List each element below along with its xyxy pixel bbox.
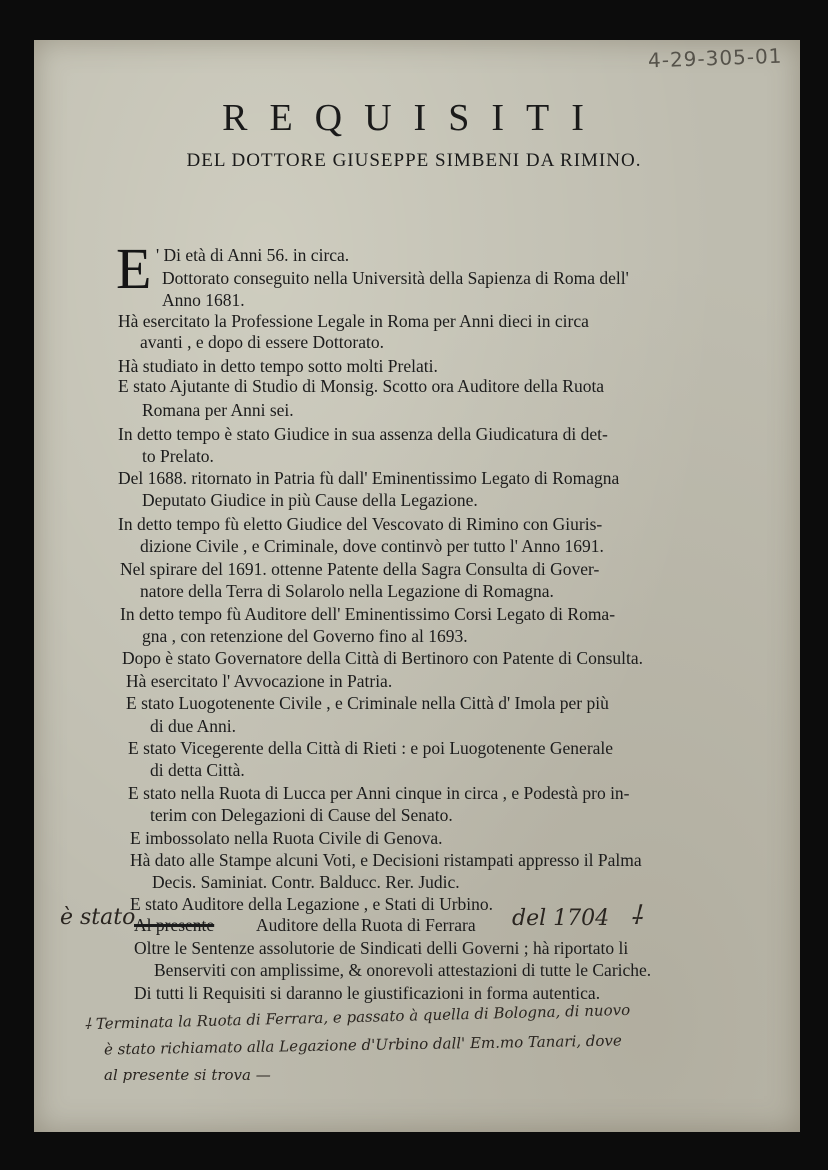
struck-text: Al presente: [134, 915, 215, 935]
text-line: di detta Città.: [150, 760, 245, 780]
text-line: E stato nella Ruota di Lucca per Anni cinque in circa , e Podestà pro in-: [128, 783, 630, 803]
text-line: In detto tempo è stato Giudice in sua assenza della Giudicatura di det-: [118, 424, 608, 444]
text-line: Oltre le Sentenze assolutorie de Sindicati delli Governi ; hà riportato li: [134, 938, 629, 958]
text-line: E stato Ajutante di Studio di Monsig. Scotto ora Auditore della Ruota: [118, 376, 605, 396]
text-line: Hà esercitato l' Avvocazione in Patria.: [126, 671, 393, 691]
text-line: E imbossolato nella Ruota Civile di Genova.: [130, 828, 443, 848]
text-line: In detto tempo fù Auditore dell' Eminentissimo Corsi Legato di Roma-: [120, 604, 616, 624]
text-line: Hà studiato in detto tempo sotto molti Prelati.: [118, 356, 438, 376]
handwritten-margin-note: è stato: [60, 905, 136, 930]
text-line: to Prelato.: [142, 446, 214, 466]
document-title: REQUISITI: [222, 97, 606, 139]
catalog-number: 4-29-305-01: [647, 43, 783, 73]
text-line: terim con Delegazioni di Cause del Senato.: [150, 805, 453, 825]
handwritten-footnote-line: è stato richiamato alla Legazione d'Urbino dall' Em.mo Tanari, dove: [103, 1031, 622, 1059]
text-line: Anno 1681.: [162, 290, 245, 310]
text-line: Di tutti li Requisiti si daranno le giustificazioni in forma autentica.: [134, 983, 601, 1003]
drop-cap: E: [116, 236, 152, 301]
handwritten-footnote-line: ⸸ Terminata la Ruota di Ferrara, e passato à quella di Bologna, di nuovo: [83, 1000, 631, 1034]
text-line: Hà esercitato la Professione Legale in Roma per Anni dieci in circa: [118, 311, 589, 331]
text-line: Auditore della Ruota di Ferrara: [256, 915, 476, 935]
text-line: E stato Auditore della Legazione , e Stati di Urbino.: [130, 894, 494, 914]
text-line: Romana per Anni sei.: [142, 400, 294, 420]
text-line: Deputato Giudice in più Cause della Legazione.: [142, 490, 478, 510]
handwritten-insertion-mark: ⸸: [630, 901, 643, 931]
text-line: Hà dato alle Stampe alcuni Voti, e Decisioni ristampati appresso il Palma: [130, 850, 642, 870]
handwritten-date: del 1704: [512, 906, 610, 931]
text-line: Dottorato conseguito nella Università della Sapienza di Roma dell': [162, 268, 629, 288]
text-line: ' Di età di Anni 56. in circa.: [156, 245, 350, 265]
text-line: Decis. Saminiat. Contr. Balducc. Rer. Judic.: [152, 872, 460, 892]
text-line: avanti , e dopo di essere Dottorato.: [140, 332, 384, 352]
text-line: gna , con retenzione del Governo fino al 1693.: [142, 626, 468, 646]
text-line: In detto tempo fù eletto Giudice del Vescovato di Rimino con Giuris-: [118, 514, 603, 534]
document-subtitle: DEL DOTTORE GIUSEPPE SIMBENI DA RIMINO.: [186, 150, 642, 171]
text-line: Dopo è stato Governatore della Città di Bertinoro con Patente di Consulta.: [122, 648, 643, 668]
text-line: Benserviti con amplissime, & onorevoli attestazioni di tutte le Cariche.: [154, 960, 652, 980]
text-line: E stato Luogotenente Civile , e Criminale nella Città d' Imola per più: [126, 693, 609, 713]
text-line: E stato Vicegerente della Città di Rieti : e poi Luogotenente Generale: [128, 738, 614, 758]
text-line: dizione Civile , e Criminale, dove continvò per tutto l' Anno 1691.: [140, 536, 604, 556]
handwritten-footnote-line: al presente si trova —: [104, 1066, 271, 1084]
text-line: natore della Terra di Solarolo nella Legazione di Romagna.: [140, 581, 554, 601]
text-line: Del 1688. ritornato in Patria fù dall' Eminentissimo Legato di Romagna: [118, 468, 620, 488]
text-line: di due Anni.: [150, 716, 237, 736]
text-line: Nel spirare del 1691. ottenne Patente della Sagra Consulta di Gover-: [120, 559, 600, 579]
